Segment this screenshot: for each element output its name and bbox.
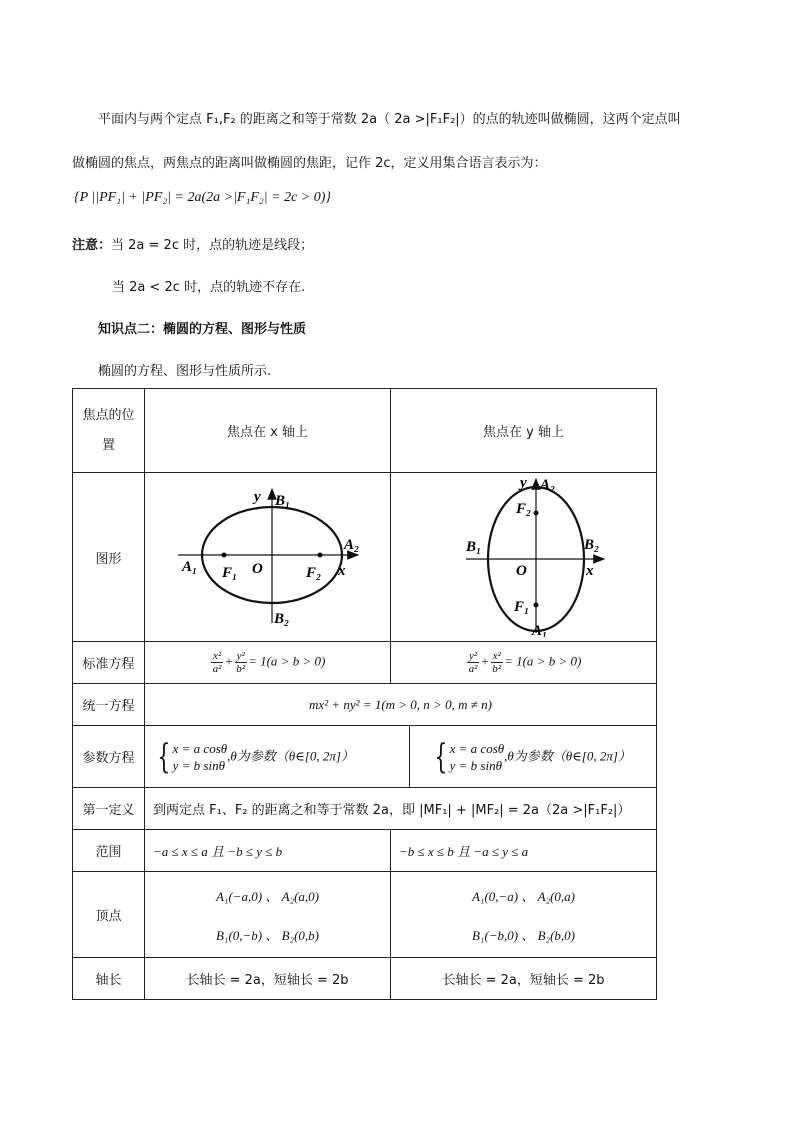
label-f2: F₂ bbox=[515, 501, 531, 517]
first-def-text: 到两定点 F₁、F₂ 的距离之和等于常数 2a，即 |MF₁| + |MF₂| = 2a（2a >|F₁F₂|） bbox=[145, 788, 657, 830]
ellipse-x-figure bbox=[148, 475, 388, 635]
label-o: O bbox=[515, 563, 527, 579]
focus-x-cell: 焦点在 x 轴上 bbox=[145, 389, 391, 473]
row-range bbox=[73, 830, 657, 872]
parametric-label: 参数方程 bbox=[73, 726, 145, 788]
label-a1: A₁ bbox=[181, 559, 197, 575]
label-a2: A₂ bbox=[343, 537, 359, 553]
vertex-x-a: A₁(−a,0) 、 A₂(a,0) bbox=[215, 888, 319, 904]
section-intro: 椭圆的方程、图形与性质所示. bbox=[98, 364, 272, 379]
definition-line-1: 平面内与两个定点 F₁,F₂ 的距离之和等于常数 2a（ 2a >|F₁F₂|）的点的轨迹叫做椭圆，这两个定点叫 bbox=[98, 112, 681, 127]
row-parametric bbox=[73, 726, 657, 788]
focus-position-label: 焦点的位置 bbox=[73, 389, 145, 473]
first-def-label: 第一定义 bbox=[73, 788, 145, 830]
ellipse-y-figure bbox=[404, 473, 644, 637]
row-axis-length bbox=[73, 958, 657, 1000]
label-f2: F₂ bbox=[305, 565, 321, 581]
standard-y-equation: $\frac{\text{y²}}{\text{a²}}$ + $\frac{\text{x²}}{\text{b²}}$ = 1(a > b > 0) bbox=[391, 642, 657, 684]
row-standard-equation bbox=[73, 642, 657, 684]
range-x: −a ≤ x ≤ a 且 −b ≤ y ≤ b bbox=[145, 830, 391, 872]
label-b2: B₂ bbox=[273, 611, 289, 627]
figure-y-cell bbox=[391, 473, 657, 642]
standard-label: 标准方程 bbox=[73, 642, 145, 684]
row-vertices bbox=[73, 872, 657, 958]
parametric-y-cell: { x = a cosθ y = b sinθ ,θ为参数（θ∈[0, 2π]） bbox=[410, 726, 657, 788]
label-f1: F₁ bbox=[513, 599, 529, 615]
label-x: x bbox=[337, 563, 345, 579]
vertex-x-b: B₁(0,−b) 、 B₂(0,b) bbox=[215, 927, 319, 943]
standard-x-equation: $\frac{\text{x²}}{\text{a²}}$ + $\frac{\text{y²}}{\text{b²}}$ = 1(a > b > 0) bbox=[145, 642, 391, 684]
row-unified-equation bbox=[73, 684, 657, 726]
label-a1: A₁ bbox=[531, 623, 547, 637]
vertex-y-cell bbox=[391, 872, 657, 958]
axis-x: 长轴长 = 2a，短轴长 = 2b bbox=[145, 958, 391, 1000]
note-label: 注意： bbox=[72, 238, 112, 253]
axis-label: 轴长 bbox=[73, 958, 145, 1000]
vertex-x-cell bbox=[145, 872, 391, 958]
unified-equation: mx² + ny² = 1(m > 0, n > 0, m ≠ n) bbox=[145, 684, 657, 726]
ellipse-properties-table bbox=[72, 388, 657, 1000]
figure-label: 图形 bbox=[73, 473, 145, 642]
axis-y: 长轴长 = 2a，短轴长 = 2b bbox=[391, 958, 657, 1000]
vertex-y-a: A₁(0,−a) 、 A₂(0,a) bbox=[471, 888, 575, 904]
figure-x-cell bbox=[145, 473, 391, 642]
label-b1: B₁ bbox=[274, 493, 290, 509]
range-y: −b ≤ x ≤ b 且 −a ≤ y ≤ a bbox=[391, 830, 657, 872]
label-y: y bbox=[519, 475, 527, 491]
label-o: O bbox=[251, 561, 263, 577]
vertex-label: 顶点 bbox=[73, 872, 145, 958]
focus-f2-point bbox=[533, 511, 538, 516]
set-definition: {P ||PF₁| + |PF₂| = 2a(2a >|F₁F₂| = 2c > 0)} bbox=[74, 190, 331, 205]
focus-y-cell: 焦点在 y 轴上 bbox=[391, 389, 657, 473]
row-figure bbox=[73, 473, 657, 642]
unified-label: 统一方程 bbox=[73, 684, 145, 726]
label-x: x bbox=[585, 563, 593, 579]
label-f1: F₁ bbox=[221, 565, 237, 581]
section-heading: 知识点二：椭圆的方程、图形与性质 bbox=[98, 322, 307, 337]
vertex-y-b: B₁(−b,0) 、 B₂(b,0) bbox=[471, 927, 575, 943]
row-focus-position bbox=[73, 389, 657, 473]
definition-line-2: 做椭圆的焦点，两焦点的距离叫做椭圆的焦距，记作 2c，定义用集合语言表示为： bbox=[72, 156, 547, 171]
focus-f1-point bbox=[221, 553, 226, 558]
label-a2: A₂ bbox=[539, 477, 555, 493]
label-b2: B₂ bbox=[583, 537, 599, 553]
note-line-1 bbox=[72, 234, 313, 253]
focus-f2-point bbox=[317, 553, 322, 558]
row-first-definition bbox=[73, 788, 657, 830]
range-label: 范围 bbox=[73, 830, 145, 872]
label-y: y bbox=[253, 489, 261, 505]
label-b1: B₁ bbox=[465, 539, 481, 555]
focus-f1-point bbox=[533, 603, 538, 608]
note-text-1: 当 2a = 2c 时，点的轨迹是线段； bbox=[111, 238, 314, 253]
parametric-x-cell: { x = a cosθ y = b sinθ ,θ为参数（θ∈[0, 2π]） bbox=[145, 726, 410, 788]
note-line-2: 当 2a < 2c 时，点的轨迹不存在. bbox=[112, 280, 306, 295]
